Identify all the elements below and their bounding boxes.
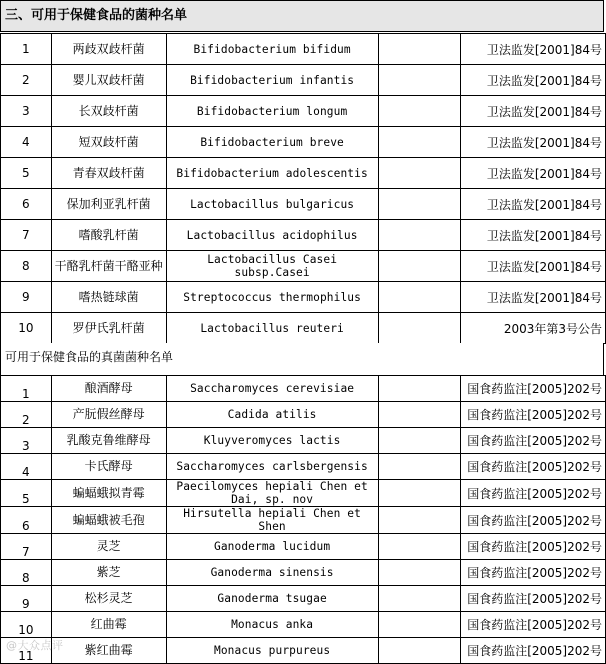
blank-cell bbox=[378, 428, 460, 454]
row-number: 4 bbox=[1, 127, 52, 158]
table-row bbox=[1, 586, 606, 612]
latin-name: Bifidobacterium infantis bbox=[166, 65, 378, 96]
fungi-table bbox=[0, 375, 606, 664]
blank-cell bbox=[378, 612, 460, 638]
approval-reference: 卫法监发[2001]84号 bbox=[460, 65, 605, 96]
chinese-name: 罗伊氏乳杆菌 bbox=[51, 313, 166, 344]
approval-reference: 卫法监发[2001]84号 bbox=[460, 34, 605, 65]
chinese-name: 紫芝 bbox=[51, 560, 166, 586]
approval-reference: 国食药监注[2005]202号 bbox=[460, 507, 605, 534]
blank-cell bbox=[378, 65, 460, 96]
approval-reference: 国食药监注[2005]202号 bbox=[460, 428, 605, 454]
row-number: 8 bbox=[1, 251, 52, 282]
table-row bbox=[1, 507, 606, 534]
chinese-name: 酿酒酵母 bbox=[51, 376, 166, 402]
blank-cell bbox=[378, 586, 460, 612]
latin-name: Monacus anka bbox=[166, 612, 378, 638]
blank-cell bbox=[378, 402, 460, 428]
row-number: 8 bbox=[1, 560, 52, 586]
chinese-name: 嗜热链球菌 bbox=[51, 282, 166, 313]
approval-reference: 卫法监发[2001]84号 bbox=[460, 127, 605, 158]
row-number: 1 bbox=[1, 34, 52, 65]
row-number: 3 bbox=[1, 428, 52, 454]
table-row bbox=[1, 313, 606, 344]
table-row bbox=[1, 65, 606, 96]
chinese-name: 干酪乳杆菌干酪亚种 bbox=[51, 251, 166, 282]
chinese-name: 青春双歧杆菌 bbox=[51, 158, 166, 189]
chinese-name: 保加利亚乳杆菌 bbox=[51, 189, 166, 220]
row-number: 1 bbox=[1, 376, 52, 402]
latin-name: Lactobacillus acidophilus bbox=[166, 220, 378, 251]
table-row bbox=[1, 638, 606, 664]
blank-cell bbox=[378, 534, 460, 560]
watermark: @大众点评 bbox=[6, 639, 64, 652]
blank-cell bbox=[378, 96, 460, 127]
blank-cell bbox=[378, 127, 460, 158]
approval-reference: 卫法监发[2001]84号 bbox=[460, 251, 605, 282]
approval-reference: 卫法监发[2001]84号 bbox=[460, 96, 605, 127]
latin-name: Ganoderma tsugae bbox=[166, 586, 378, 612]
chinese-name: 蝙蝠蛾拟青霉 bbox=[51, 480, 166, 507]
latin-name: Bifidobacterium breve bbox=[166, 127, 378, 158]
chinese-name: 产朊假丝酵母 bbox=[51, 402, 166, 428]
fungi-section-title: 可用于保健食品的真菌菌种名单 bbox=[0, 343, 604, 375]
chinese-name: 乳酸克鲁维酵母 bbox=[51, 428, 166, 454]
approval-reference: 卫法监发[2001]84号 bbox=[460, 189, 605, 220]
row-number: 11 bbox=[1, 638, 52, 664]
latin-name: Cadida atilis bbox=[166, 402, 378, 428]
approval-reference: 2003年第3号公告 bbox=[460, 313, 605, 344]
blank-cell bbox=[378, 313, 460, 344]
table-row bbox=[1, 251, 606, 282]
row-number: 6 bbox=[1, 189, 52, 220]
approval-reference: 卫法监发[2001]84号 bbox=[460, 282, 605, 313]
table-row bbox=[1, 612, 606, 638]
row-number: 7 bbox=[1, 220, 52, 251]
chinese-name: 蝙蝠蛾被毛孢 bbox=[51, 507, 166, 534]
chinese-name: 松杉灵芝 bbox=[51, 586, 166, 612]
row-number: 3 bbox=[1, 96, 52, 127]
table-row bbox=[1, 428, 606, 454]
chinese-name: 短双歧杆菌 bbox=[51, 127, 166, 158]
latin-name: Saccharomyces carlsbergensis bbox=[166, 454, 378, 480]
chinese-name: 卡氏酵母 bbox=[51, 454, 166, 480]
table-row bbox=[1, 560, 606, 586]
blank-cell bbox=[378, 376, 460, 402]
approval-reference: 国食药监注[2005]202号 bbox=[460, 454, 605, 480]
approval-reference: 国食药监注[2005]202号 bbox=[460, 534, 605, 560]
chinese-name: 嗜酸乳杆菌 bbox=[51, 220, 166, 251]
approval-reference: 国食药监注[2005]202号 bbox=[460, 376, 605, 402]
blank-cell bbox=[378, 507, 460, 534]
latin-name: Lactobacillus Casei subsp.Casei bbox=[166, 251, 378, 282]
row-number: 5 bbox=[1, 158, 52, 189]
row-number: 9 bbox=[1, 282, 52, 313]
approval-reference: 国食药监注[2005]202号 bbox=[460, 402, 605, 428]
table-row bbox=[1, 127, 606, 158]
blank-cell bbox=[378, 454, 460, 480]
approval-reference: 国食药监注[2005]202号 bbox=[460, 480, 605, 507]
row-number: 10 bbox=[1, 313, 52, 344]
row-number: 7 bbox=[1, 534, 52, 560]
latin-name: Ganoderma sinensis bbox=[166, 560, 378, 586]
table-row bbox=[1, 220, 606, 251]
latin-name: Paecilomyces hepiali Chen et Dai, sp. nov bbox=[166, 480, 378, 507]
row-number: 2 bbox=[1, 65, 52, 96]
latin-name: Bifidobacterium adolescentis bbox=[166, 158, 378, 189]
row-number: 10 bbox=[1, 612, 52, 638]
section-title: 三、可用于保健食品的菌种名单 bbox=[0, 0, 604, 32]
blank-cell bbox=[378, 251, 460, 282]
table-row bbox=[1, 96, 606, 127]
bacteria-table bbox=[0, 33, 606, 344]
chinese-name: 婴儿双歧杆菌 bbox=[51, 65, 166, 96]
latin-name: Kluyveromyces lactis bbox=[166, 428, 378, 454]
table-row bbox=[1, 402, 606, 428]
chinese-name: 灵芝 bbox=[51, 534, 166, 560]
row-number: 5 bbox=[1, 480, 52, 507]
chinese-name: 两歧双歧杆菌 bbox=[51, 34, 166, 65]
chinese-name: 红曲霉 bbox=[51, 612, 166, 638]
approval-reference: 国食药监注[2005]202号 bbox=[460, 560, 605, 586]
table-row bbox=[1, 480, 606, 507]
approval-reference: 卫法监发[2001]84号 bbox=[460, 158, 605, 189]
latin-name: Streptococcus thermophilus bbox=[166, 282, 378, 313]
approval-reference: 国食药监注[2005]202号 bbox=[460, 638, 605, 664]
row-number: 2 bbox=[1, 402, 52, 428]
latin-name: Hirsutella hepiali Chen et Shen bbox=[166, 507, 378, 534]
latin-name: Bifidobacterium longum bbox=[166, 96, 378, 127]
table-row bbox=[1, 282, 606, 313]
table-row bbox=[1, 376, 606, 402]
row-number: 9 bbox=[1, 586, 52, 612]
row-number: 4 bbox=[1, 454, 52, 480]
blank-cell bbox=[378, 158, 460, 189]
table-row bbox=[1, 454, 606, 480]
chinese-name: 长双歧杆菌 bbox=[51, 96, 166, 127]
blank-cell bbox=[378, 560, 460, 586]
blank-cell bbox=[378, 189, 460, 220]
blank-cell bbox=[378, 220, 460, 251]
row-number: 6 bbox=[1, 507, 52, 534]
latin-name: Lactobacillus bulgaricus bbox=[166, 189, 378, 220]
blank-cell bbox=[378, 638, 460, 664]
latin-name: Lactobacillus reuteri bbox=[166, 313, 378, 344]
table-row bbox=[1, 534, 606, 560]
blank-cell bbox=[378, 34, 460, 65]
table-row bbox=[1, 189, 606, 220]
approval-reference: 卫法监发[2001]84号 bbox=[460, 220, 605, 251]
latin-name: Saccharomyces cerevisiae bbox=[166, 376, 378, 402]
table-row bbox=[1, 34, 606, 65]
latin-name: Ganoderma lucidum bbox=[166, 534, 378, 560]
blank-cell bbox=[378, 480, 460, 507]
blank-cell bbox=[378, 282, 460, 313]
latin-name: Bifidobacterium bifidum bbox=[166, 34, 378, 65]
table-row bbox=[1, 158, 606, 189]
approval-reference: 国食药监注[2005]202号 bbox=[460, 586, 605, 612]
latin-name: Monacus purpureus bbox=[166, 638, 378, 664]
approval-reference: 国食药监注[2005]202号 bbox=[460, 612, 605, 638]
chinese-name: 紫红曲霉 bbox=[51, 638, 166, 664]
